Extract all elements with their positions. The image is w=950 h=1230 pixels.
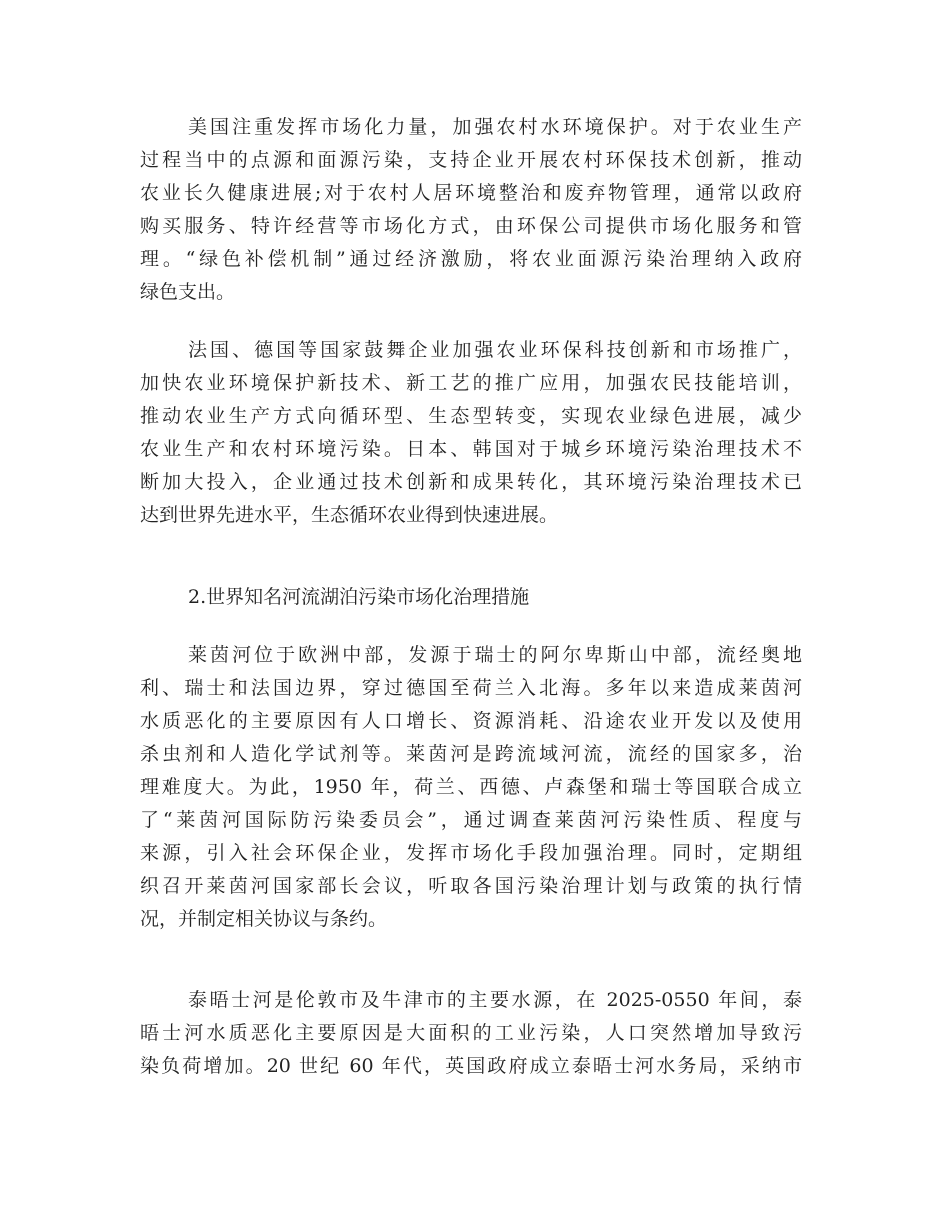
text-line: 利、瑞士和法国边界，穿过德国至荷兰入北海。多年以来造成莱茵河 [140, 677, 802, 699]
heading-text: 2.世界知名河流湖泊污染市场化治理措施 [188, 586, 530, 608]
text-line: 达到世界先进水平，生态循环农业得到快速进展。 [140, 504, 559, 526]
paragraph-europe-asia-agriculture [140, 334, 802, 532]
text-line: 过程当中的点源和面源污染，支持企业开展农村环保技术创新，推动 [140, 149, 802, 171]
text-line: 来源，引入社会环保企业，发挥市场化手段加强治理。同时，定期组 [140, 842, 802, 864]
paragraph-rhine-river [140, 639, 802, 936]
text-line: 理难度大。为此，1950 年，荷兰、西德、卢森堡和瑞士等国联合成立 [140, 776, 802, 798]
text-line: 泰晤士河是伦敦市及牛津市的主要水源，在 2025-0550 年间，泰 [188, 989, 802, 1011]
text-line: 农业生产和农村环境污染。日本、韩国对于城乡环境污染治理技术不 [140, 438, 802, 460]
text-line: 农业长久健康进展;对于农村人居环境整治和废弃物管理，通常以政府 [140, 182, 802, 204]
text-line: 理。“绿色补偿机制”通过经济激励，将农业面源污染治理纳入政府 [140, 248, 802, 270]
text-line: 购买服务、特许经营等市场化方式，由环保公司提供市场化服务和管 [140, 215, 802, 237]
text-line: 况，并制定相关协议与条约。 [140, 908, 388, 930]
text-line: 加快农业环境保护新技术、新工艺的推广应用，加强农民技能培训， [140, 372, 802, 394]
text-line: 了“莱茵河国际防污染委员会”，通过调查莱茵河污染性质、程度与 [140, 809, 802, 831]
text-line: 美国注重发挥市场化力量，加强农村水环境保护。对于农业生产 [188, 116, 802, 138]
text-line: 杀虫剂和人造化学试剂等。莱茵河是跨流域河流，流经的国家多，治 [140, 743, 802, 765]
text-line: 推动农业生产方式向循环型、生态型转变，实现农业绿色进展，减少 [140, 405, 802, 427]
text-line: 水质恶化的主要原因有人口增长、资源消耗、沿途农业开发以及使用 [140, 710, 802, 732]
text-line: 绿色支出。 [140, 281, 236, 303]
text-line: 法国、德国等国家鼓舞企业加强农业环保科技创新和市场推广， [188, 339, 802, 361]
paragraph-us-rural-water [140, 111, 802, 309]
paragraph-thames-river [140, 984, 802, 1083]
text-line: 织召开莱茵河国家部长会议，听取各国污染治理计划与政策的执行情 [140, 875, 802, 897]
section-heading [140, 581, 802, 614]
text-line: 染负荷增加。20 世纪 60 年代，英国政府成立泰晤士河水务局，采纳市 [140, 1055, 802, 1077]
text-line: 断加大投入，企业通过技术创新和成果转化，其环境污染治理技术已 [140, 471, 802, 493]
text-line: 晤士河水质恶化主要原因是大面积的工业污染，人口突然增加导致污 [140, 1022, 802, 1044]
text-line: 莱茵河位于欧洲中部，发源于瑞士的阿尔卑斯山中部，流经奥地 [188, 644, 802, 666]
